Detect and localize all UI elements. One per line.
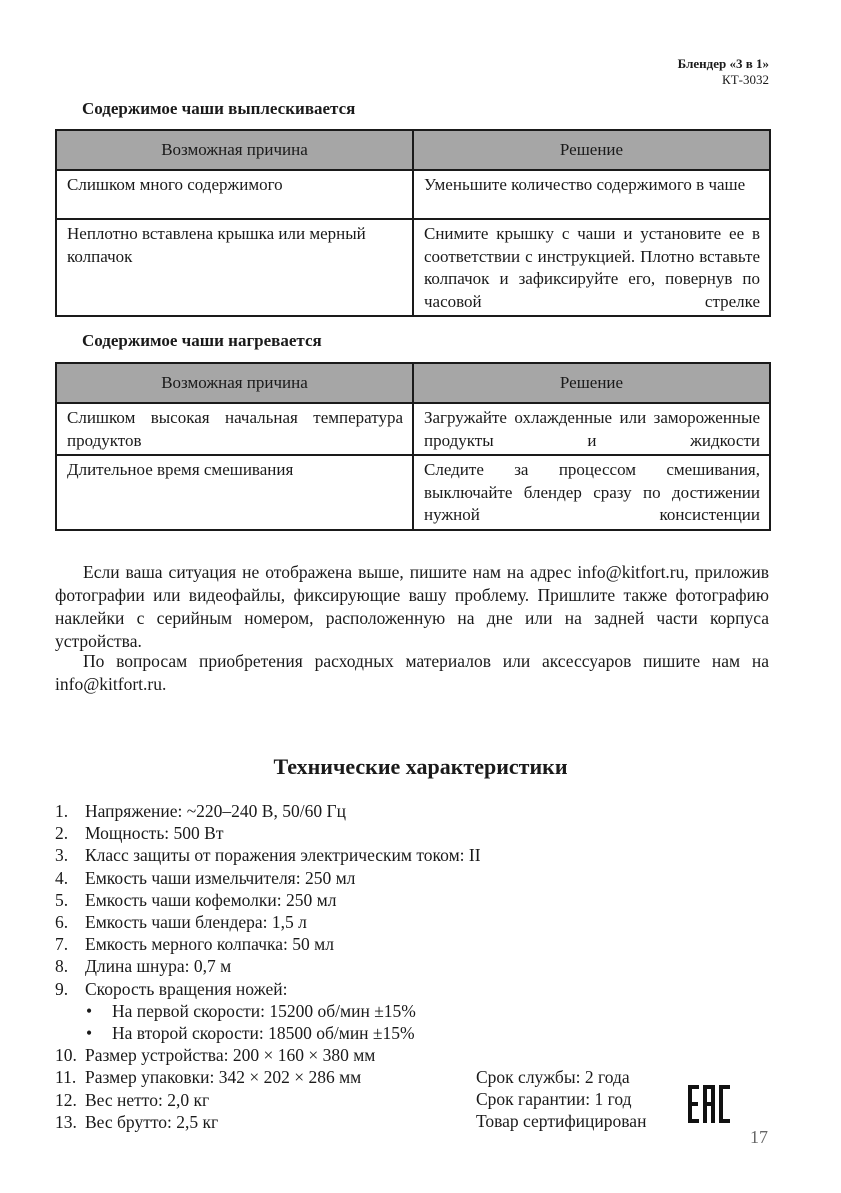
spec-text: Емкость мерного колпачка: 50 мл <box>85 934 334 955</box>
accessories-paragraph: По вопросам приобретения расходных материалов или аксессуаров пишите нам на info@kitfort.ru. <box>55 651 769 694</box>
service-info <box>476 1066 646 1133</box>
table-row <box>56 455 770 530</box>
spec-text: Мощность: 500 Вт <box>85 823 224 844</box>
spec-item <box>55 889 481 911</box>
spec-item <box>55 1044 481 1066</box>
spec-text: Класс защиты от поражения электрическим током: II <box>85 845 481 866</box>
spec-sub-item <box>55 1022 481 1044</box>
spec-number: 7. <box>55 934 69 955</box>
spec-item <box>55 1089 481 1111</box>
spec-number: 10. <box>55 1045 77 1066</box>
section-title-overflow: Содержимое чаши выплескивается <box>82 99 356 118</box>
spec-item <box>55 1111 481 1133</box>
spec-item <box>55 933 481 955</box>
solution-cell: Снимите крышку с чаши и установите ее в соответствии с инструкцией. Плотно вставьте колпачок и зафиксируйте его, повернув по часовой стрелке <box>413 219 770 316</box>
spec-number: 12. <box>55 1089 77 1110</box>
specs-list <box>55 800 481 1133</box>
spec-number: 8. <box>55 956 69 977</box>
service-life: Срок службы: 2 года <box>476 1067 630 1087</box>
spec-number: 5. <box>55 889 69 910</box>
bullet-icon: • <box>86 1000 93 1021</box>
cause-cell: Длительное время смешивания <box>56 455 413 530</box>
spec-item <box>55 800 481 822</box>
specs-title: Технические характеристики <box>273 754 568 779</box>
cause-cell: Слишком много содержимого <box>56 170 413 219</box>
spec-item <box>55 955 481 977</box>
troubleshooting-table-heating <box>55 362 771 531</box>
spec-text: Размер упаковки: 342 × 202 × 286 мм <box>85 1067 362 1088</box>
spec-number: 6. <box>55 912 69 933</box>
table-header-row <box>56 130 770 170</box>
product-title: Блендер «3 в 1» <box>677 56 769 71</box>
cause-cell: Неплотно вставлена крышка или мерный колпачок <box>56 219 413 316</box>
spec-item <box>55 844 481 866</box>
product-model: КТ-3032 <box>722 72 769 87</box>
column-header-cause: Возможная причина <box>56 363 413 403</box>
contact-paragraph: Если ваша ситуация не отображена выше, пишите нам на адрес info@kitfort.ru, приложив фотографии или видеофайлы, фиксирующие вашу проблему. Пришлите также фотографию наклейки с серийным номером, расположенную на дне или на задней части корпуса устройства. <box>55 562 769 651</box>
spec-number: 2. <box>55 823 69 844</box>
troubleshooting-table-overflow <box>55 129 771 317</box>
cause-cell: Слишком высокая начальная температура продуктов <box>56 403 413 455</box>
spec-text: Вес брутто: 2,5 кг <box>85 1111 219 1132</box>
section-title-heating: Содержимое чаши нагревается <box>82 331 322 350</box>
spec-number: 1. <box>55 801 69 821</box>
table-row <box>56 170 770 219</box>
table-header-row <box>56 363 770 403</box>
certification-note: Товар сертифицирован <box>476 1111 647 1132</box>
bullet-icon: • <box>86 1023 93 1044</box>
solution-cell: Следите за процессом смешивания, выключайте блендер сразу по достижении нужной консистенции <box>413 455 770 530</box>
spec-text: Вес нетто: 2,0 кг <box>85 1089 210 1110</box>
spec-number: 3. <box>55 845 69 866</box>
solution-cell: Загружайте охлажденные или замороженные продукты и жидкости <box>413 403 770 455</box>
spec-item <box>55 911 481 933</box>
column-header-solution: Решение <box>413 363 770 403</box>
spec-sub-text: На второй скорости: 18500 об/мин ±15% <box>112 1023 415 1044</box>
spec-text: Емкость чаши измельчителя: 250 мл <box>85 867 356 888</box>
column-header-cause: Возможная причина <box>56 130 413 170</box>
spec-text: Емкость чаши кофемолки: 250 мл <box>85 889 337 910</box>
spec-number: 11. <box>55 1067 77 1088</box>
spec-text: Длина шнура: 0,7 м <box>85 956 232 977</box>
spec-sub-item <box>55 1000 481 1022</box>
spec-item <box>55 1066 481 1088</box>
spec-number: 4. <box>55 867 69 888</box>
solution-cell: Уменьшите количество содержимого в чаше <box>413 170 770 219</box>
spec-text: Напряжение: ~220–240 В, 50/60 Гц <box>85 801 346 821</box>
spec-item <box>55 978 481 1000</box>
spec-text: Скорость вращения ножей: <box>85 978 288 999</box>
table-row <box>56 219 770 316</box>
spec-item <box>55 867 481 889</box>
spec-item <box>55 822 481 844</box>
spec-text: Емкость чаши блендера: 1,5 л <box>85 912 307 933</box>
warranty-period: Срок гарантии: 1 год <box>476 1089 632 1110</box>
column-header-solution: Решение <box>413 130 770 170</box>
eac-logo-icon <box>688 1085 730 1123</box>
page-header <box>678 56 769 88</box>
spec-number: 9. <box>55 978 69 999</box>
spec-number: 13. <box>55 1111 77 1132</box>
page-number: 17 <box>750 1127 768 1147</box>
table-row <box>56 403 770 455</box>
spec-sub-text: На первой скорости: 15200 об/мин ±15% <box>112 1000 416 1021</box>
spec-text: Размер устройства: 200 × 160 × 380 мм <box>85 1045 376 1066</box>
